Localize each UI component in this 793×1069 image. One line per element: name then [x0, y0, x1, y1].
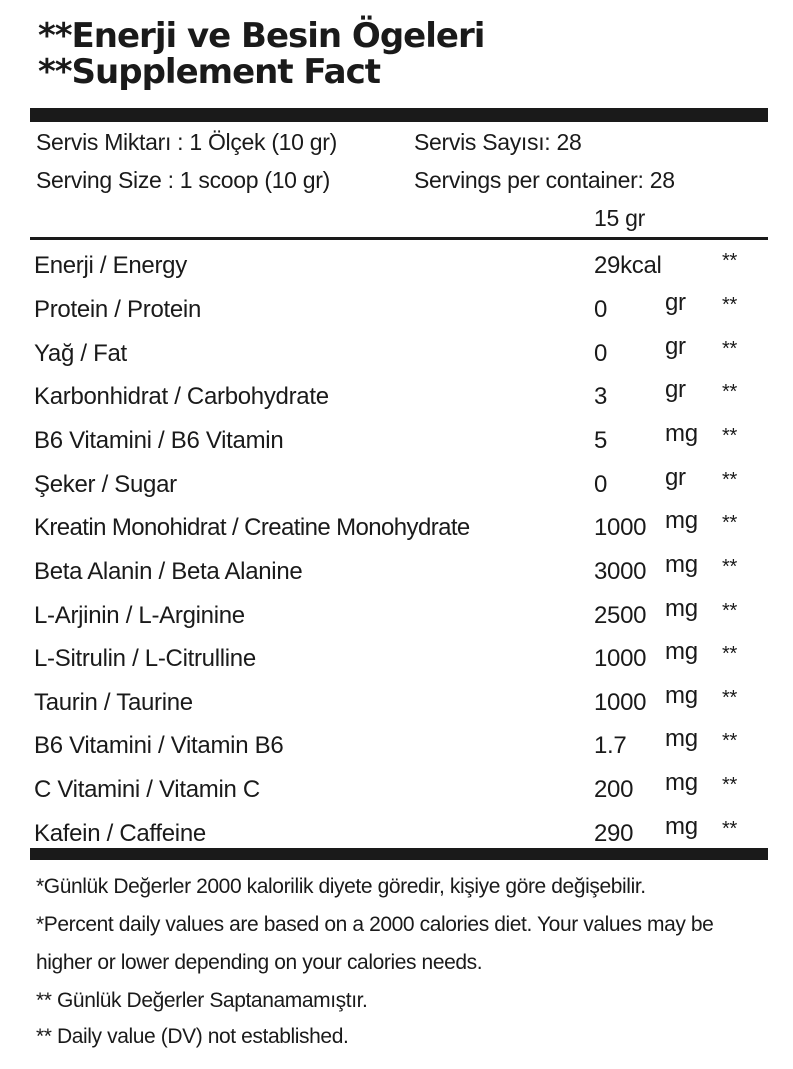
nutrient-name: Yağ / Fat: [34, 340, 127, 367]
nutrient-name: Taurin / Taurine: [34, 689, 193, 716]
nutrient-name: B6 Vitamini / Vitamin B6: [34, 732, 284, 759]
nutrient-daily-value: **: [722, 643, 737, 665]
table-row: [0, 376, 793, 421]
nutrient-amount: 290: [594, 820, 634, 847]
nutrient-amount: 1000: [594, 645, 647, 672]
nutrient-daily-value: **: [722, 512, 737, 534]
table-row: [0, 595, 793, 640]
nutrient-name: L-Sitrulin / L-Citrulline: [34, 645, 256, 672]
footnote-dv-not-established-tr: ** Günlük Değerler Saptanamamıştır.: [36, 989, 368, 1012]
nutrient-name: C Vitamini / Vitamin C: [34, 776, 260, 803]
nutrient-name: Kafein / Caffeine: [34, 820, 206, 847]
nutrient-amount: 3000: [594, 558, 647, 585]
nutrient-name: B6 Vitamini / B6 Vitamin: [34, 427, 284, 454]
nutrient-unit: mg: [665, 682, 698, 709]
nutrient-unit: gr: [665, 464, 686, 491]
nutrient-unit: gr: [665, 376, 686, 403]
table-row: [0, 551, 793, 596]
servings-count-en: Servings per container: 28: [414, 167, 675, 193]
table-row: [0, 769, 793, 814]
nutrient-unit: mg: [665, 725, 698, 752]
nutrient-name: Beta Alanin / Beta Alanine: [34, 558, 303, 585]
nutrient-daily-value: **: [722, 338, 737, 360]
footnote-daily-values-tr: *Günlük Değerler 2000 kalorilik diyete göredir, kişiye göre değişebilir.: [36, 875, 646, 898]
footnote-dv-not-established-en: ** Daily value (DV) not established.: [36, 1025, 349, 1048]
nutrient-unit: mg: [665, 595, 698, 622]
nutrient-amount: 1000: [594, 514, 647, 541]
title-english: **Supplement Fact: [38, 52, 381, 92]
nutrient-name: Enerji / Energy: [34, 252, 187, 279]
nutrient-daily-value: **: [722, 600, 737, 622]
nutrient-unit: mg: [665, 551, 698, 578]
nutrient-unit: mg: [665, 769, 698, 796]
top-thick-rule: [30, 108, 768, 122]
nutrient-amount: 3: [594, 383, 608, 410]
nutrient-amount: 200: [594, 776, 634, 803]
nutrient-daily-value: **: [722, 469, 737, 491]
table-row: [0, 333, 793, 378]
nutrient-amount: 0: [594, 296, 608, 323]
nutrient-name: L-Arjinin / L-Arginine: [34, 602, 245, 629]
nutrient-unit: gr: [665, 333, 686, 360]
table-row: [0, 464, 793, 509]
footnote-daily-values-en: *Percent daily values are based on a 2000 calories diet. Your values may be: [36, 913, 714, 936]
nutrient-unit: mg: [665, 507, 698, 534]
nutrient-daily-value: **: [722, 425, 737, 447]
nutrient-daily-value: **: [722, 381, 737, 403]
table-row: [0, 725, 793, 770]
serving-size-en: Serving Size : 1 scoop (10 gr): [36, 167, 330, 193]
table-row: [0, 250, 793, 290]
nutrient-name: Kreatin Monohidrat / Creatine Monohydrate: [34, 514, 470, 541]
nutrient-amount: 5: [594, 427, 608, 454]
amount-column-header: 15 gr: [594, 205, 645, 231]
header-divider-rule: [30, 237, 768, 240]
bottom-thick-rule: [30, 848, 768, 860]
nutrient-amount: 2500: [594, 602, 647, 629]
nutrient-daily-value: **: [722, 556, 737, 578]
nutrient-daily-value: **: [722, 250, 737, 272]
nutrient-amount: 1000: [594, 689, 647, 716]
footnote-daily-values-en-cont: higher or lower depending on your calories needs.: [36, 951, 483, 974]
nutrient-daily-value: **: [722, 687, 737, 709]
nutrient-amount: 1.7: [594, 732, 627, 759]
table-row: [0, 420, 793, 465]
title-turkish: **Enerji ve Besin Ögeleri: [38, 16, 485, 56]
nutrient-unit: mg: [665, 420, 698, 447]
nutrient-daily-value: **: [722, 294, 737, 316]
nutrient-daily-value: **: [722, 730, 737, 752]
table-row: [0, 682, 793, 727]
nutrient-unit: mg: [665, 813, 698, 840]
nutrient-amount: 0: [594, 340, 608, 367]
nutrient-name: Şeker / Sugar: [34, 471, 177, 498]
servings-count-tr: Servis Sayısı: 28: [414, 129, 582, 155]
nutrient-name: Karbonhidrat / Carbohydrate: [34, 383, 329, 410]
nutrient-amount: 29kcal: [594, 252, 662, 279]
nutrient-daily-value: **: [722, 818, 737, 840]
table-row: [0, 638, 793, 683]
nutrient-amount: 0: [594, 471, 608, 498]
nutrient-unit: mg: [665, 638, 698, 665]
nutrient-daily-value: **: [722, 774, 737, 796]
nutrient-name: Protein / Protein: [34, 296, 201, 323]
serving-size-tr: Servis Miktarı : 1 Ölçek (10 gr): [36, 129, 337, 155]
table-row: [0, 507, 793, 552]
table-row: [0, 289, 793, 334]
nutrient-unit: gr: [665, 289, 686, 316]
